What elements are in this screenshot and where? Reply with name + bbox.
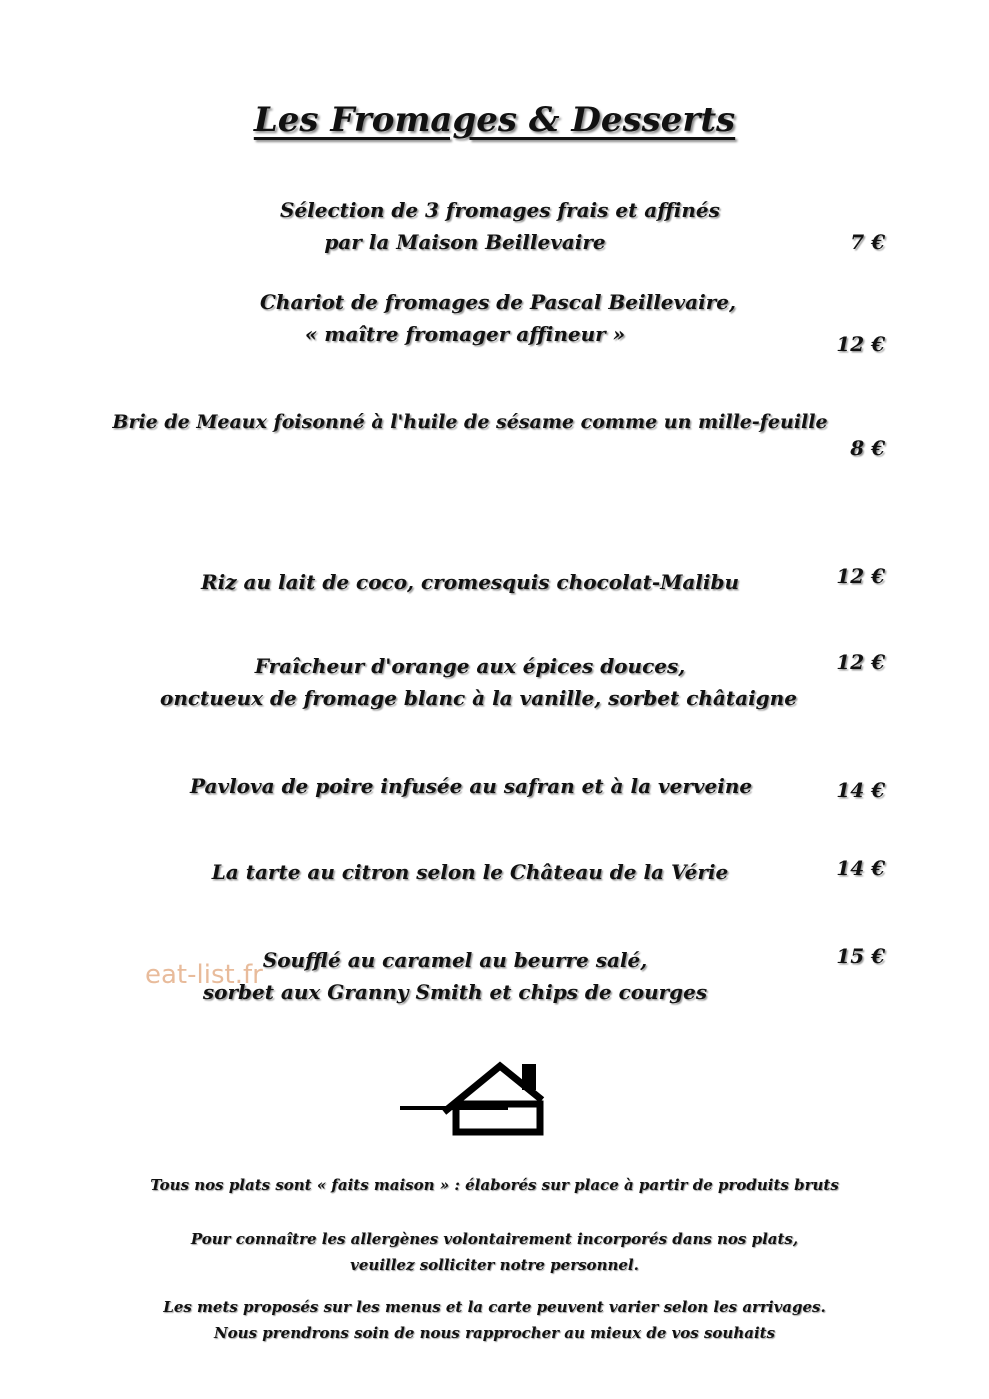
menu-item: [200, 856, 740, 888]
item-line: onctueux de fromage blanc à la vanille, sorbet châtaigne: [160, 686, 797, 710]
note-homemade: [0, 1172, 989, 1198]
item-price: 15 €: [836, 944, 885, 968]
item-line: Sélection de 3 fromages frais et affinés: [280, 198, 720, 222]
item-line: Soufflé au caramel au beurre salé,: [262, 948, 648, 972]
item-price: 14 €: [836, 778, 885, 802]
page-title: Les Fromages & Desserts: [253, 100, 736, 140]
note-line: Pour connaître les allergènes volontairement incorporés dans nos plats,: [190, 1230, 799, 1248]
item-line: sorbet aux Granny Smith et chips de courges: [202, 980, 708, 1004]
item-price: 12 €: [836, 650, 885, 674]
item-line: Chariot de fromages de Pascal Beillevaire,: [260, 290, 736, 314]
item-price: 12 €: [836, 332, 885, 356]
item-line: par la Maison Beillevaire: [324, 230, 606, 254]
menu-item: [110, 406, 830, 438]
item-price: 12 €: [836, 564, 885, 588]
item-price: 7 €: [850, 230, 885, 254]
menu-item: [200, 566, 740, 598]
item-line: Brie de Meaux foisonné à l'huile de sésame comme un mille-feuille: [112, 411, 828, 433]
note-line: Les mets proposés sur les menus et la carte peuvent varier selon les arrivages.: [163, 1298, 826, 1316]
item-price: 14 €: [836, 856, 885, 880]
item-price: 8 €: [850, 436, 885, 460]
menu-item: [260, 286, 736, 350]
menu-item: [190, 770, 753, 802]
item-line: Pavlova de poire infusée au safran et à la verveine: [190, 774, 753, 798]
note-allergens: [0, 1226, 989, 1278]
menu-item: [160, 650, 797, 714]
note-line: Nous prendrons soin de nous rapprocher au mieux de vos souhaits: [213, 1324, 776, 1342]
house-logo-icon: [398, 1060, 558, 1140]
note-line: Tous nos plats sont « faits maison » : élaborés sur place à partir de produits bruts: [150, 1176, 839, 1194]
note-arrivals: [0, 1294, 989, 1346]
item-line: Fraîcheur d'orange aux épices douces,: [254, 654, 686, 678]
watermark: eat-list.fr: [145, 960, 263, 990]
menu-item: [280, 194, 720, 258]
item-line: « maître fromager affineur »: [304, 322, 626, 346]
note-line: veuillez solliciter notre personnel.: [350, 1256, 639, 1274]
item-line: La tarte au citron selon le Château de la Vérie: [211, 860, 729, 884]
item-line: Riz au lait de coco, cromesquis chocolat-Malibu: [200, 570, 740, 594]
